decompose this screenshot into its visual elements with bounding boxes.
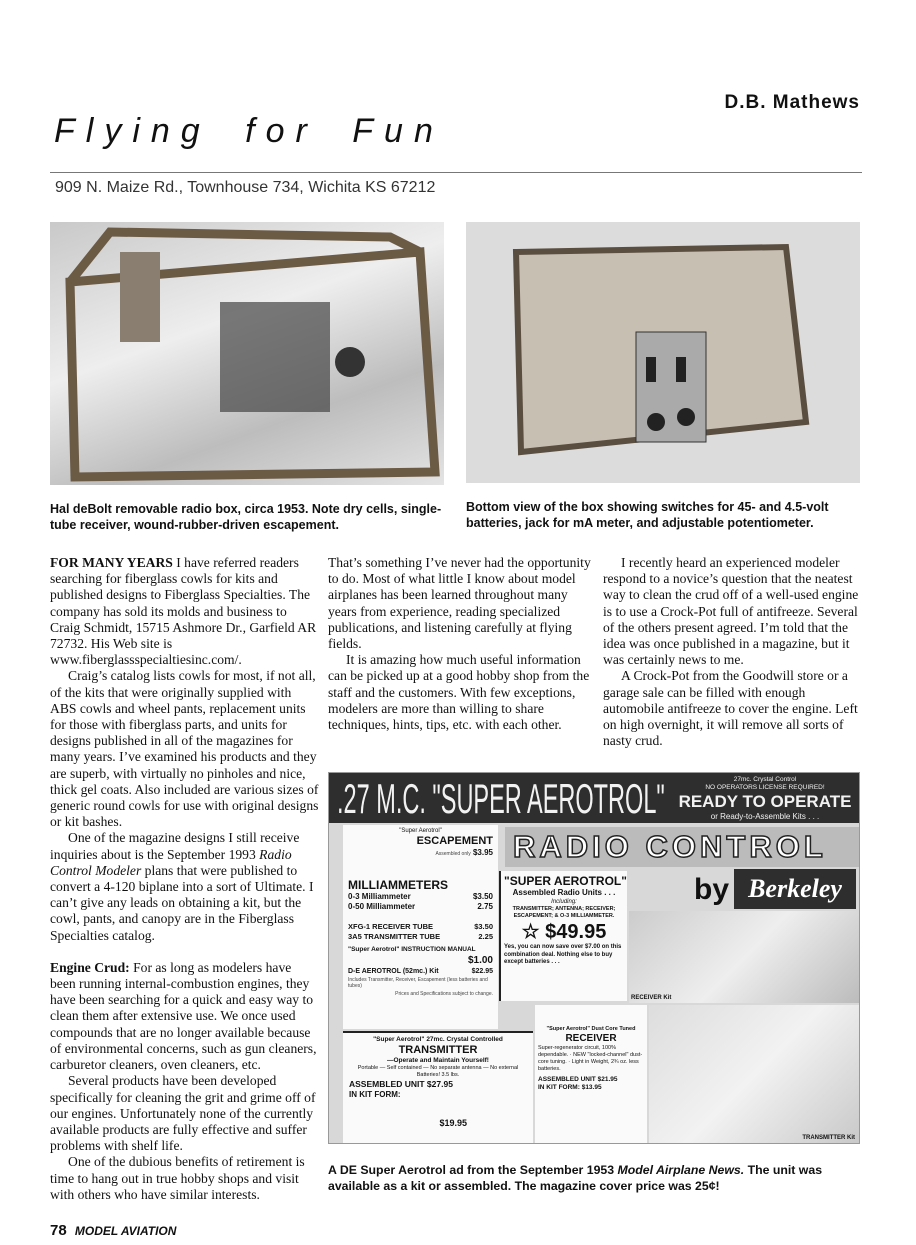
milliammeters-title: MILLIAMMETERS — [348, 878, 448, 892]
lead-in: FOR MANY YEARS — [50, 555, 173, 570]
ad-radio-control: RADIO CONTROL — [505, 827, 860, 867]
paragraph — [50, 555, 320, 668]
page-number: 78 — [50, 1222, 67, 1239]
paragraph-text: plans that were published to convert a 4-120 biplane into a sort of Ultimate. I can’t give any leads on obtaining a kit, but the cowl, pants, and canopy are in the Fiberglass Specialties catalog. — [50, 862, 314, 943]
units-price-value: $49.95 — [545, 921, 607, 943]
manual-price: $1.00 — [467, 955, 493, 966]
receiver-assembled-price: $21.95 — [597, 1076, 618, 1083]
paragraph — [50, 960, 320, 1073]
star-icon: ☆ — [521, 921, 540, 943]
prices-note: Prices and Specifications subject to change. — [395, 991, 493, 997]
escapement-title: ESCAPEMENT — [416, 835, 493, 847]
escapement-sub: "Super Aerotrol" — [399, 828, 442, 834]
receiver-assembled: ASSEMBLED UNIT — [538, 1076, 596, 1083]
ad-crystal: 27mc. Crystal Control — [733, 776, 797, 783]
units-title: "SUPER AEROTROL" — [504, 874, 627, 888]
article-column-2 — [328, 555, 596, 733]
receiver-kit-price: $13.95 — [581, 1084, 602, 1091]
ad-kits: or Ready-to-Assemble Kits . . . — [710, 812, 820, 821]
kit-note: Includes Transmitter, Receiver, Escapement (less batteries and tubes) — [348, 977, 488, 989]
transmitter-desc: Portable — Self contained — No separate antenna — No external Batteries! 3.5 lbs. — [357, 1065, 519, 1078]
escapement-price-label: Assembled only — [435, 851, 471, 857]
ad-parts-list — [343, 825, 498, 1029]
ad-transmitter-kit-photo — [649, 1005, 860, 1144]
units-price — [504, 920, 624, 944]
ad-receiver — [535, 1005, 647, 1143]
transmitter-kit-label: TRANSMITTER Kit — [802, 1135, 855, 1141]
transmitter-assembled: ASSEMBLED UNIT $27.95 — [349, 1079, 453, 1089]
units-list: TRANSMITTER; ANTENNA; RECEIVER; ESCAPEMENT; & O-3 MILLIAMMETER. — [512, 906, 616, 919]
publication-title: Radio Control Modeler — [50, 846, 292, 878]
meter-name: 0-3 Milliammeter — [348, 892, 411, 901]
article-column-3 — [603, 555, 865, 749]
receiver-title: RECEIVER — [565, 1033, 617, 1044]
meter-price: 2.75 — [477, 902, 493, 911]
ad-license: NO OPERATORS LICENSE REQUIRED! — [705, 784, 825, 791]
tube-price: 2.25 — [478, 932, 493, 941]
author-address: 909 N. Maize Rd., Townhouse 734, Wichita KS 67212 — [55, 179, 436, 196]
paragraph-text: I have referred readers searching for fiberglass cowls for kits and published designs to Fiberglass Specialties. The company has sold its molds and business to Craig Schmidt, 15715 Ashmore Dr., Garfield AR 72732. His Web site is www.fiberglassspecialtiesinc.com/. — [50, 555, 317, 668]
vintage-advertisement — [328, 772, 860, 1144]
receiver-kit: IN KIT FORM: — [538, 1084, 580, 1091]
caption-text: A DE Super Aerotrol ad from the September 1953 — [328, 1163, 618, 1177]
paragraph: A Crock-Pot from the Goodwill store or a garage sale can be filled with enough automobile antifreeze to cover the engine. Left on high overnight, it will remove all sorts of nasty crud. — [603, 668, 858, 749]
tube-price: $3.50 — [474, 922, 493, 931]
paragraph: One of the dubious benefits of retirement is time to hang out in true hobby shops and visit with others who have similar interests. — [50, 1154, 305, 1202]
ad-by: by — [694, 873, 730, 906]
meter-name: 0-50 Milliammeter — [348, 902, 416, 911]
escapement-price: $3.95 — [472, 848, 493, 857]
photo-caption-left: Hal deBolt removable radio box, circa 1953. Note dry cells, single-tube receiver, wound-rubber-driven escapement. — [50, 502, 442, 532]
units-note: Yes, you can now save over $7.00 on this combination deal. Nothing else to buy except batteries . . . — [504, 944, 622, 965]
transmitter-kit: IN KIT FORM: — [349, 1090, 401, 1099]
ad-caption — [328, 1162, 868, 1194]
ad-headline: .27 M.C. "SUPER AEROTROL" — [337, 775, 665, 822]
transmitter-sub: "Super Aerotrol" 27mc. Crystal Controlled — [373, 1036, 503, 1043]
paragraph: Craig’s catalog lists cowls for most, if not all, of the kits that were originally supplied with ABS cowls and wheel pants, replacement units for those with fiberglass parts, and units for designs published in all of the magazines for many years. I’ve examined his products and they are superb, with virtually no pinholes and nice, thick gel coats. Also included are various sizes of generic round cowls for use with original designs or kit bashes. — [50, 668, 319, 830]
tube-name: 3A5 TRANSMITTER TUBE — [348, 932, 441, 941]
meter-price: $3.50 — [472, 892, 493, 901]
author-name: D.B. Mathews — [724, 92, 860, 113]
receiver-sub: "Super Aerotrol" Dust Core Tuned — [546, 1026, 636, 1032]
paragraph: I recently heard an experienced modeler respond to a novice’s question that the neatest way to clean the crud off of a well-used engine is to use a Crock-Pot full of antifreeze. Several of the others present agreed. I’m told that the idea was once published in a magazine, but it was certainly news to me. — [603, 555, 859, 668]
magazine-name: MODEL AVIATION — [74, 1224, 177, 1238]
page-footer — [50, 1222, 176, 1240]
tube-name: XFG-1 RECEIVER TUBE — [348, 922, 434, 931]
paragraph — [50, 830, 320, 943]
caption-text: The unit was available as a kit or assembled. The magazine cover price was 25¢! — [328, 1163, 823, 1193]
ad-header-band — [329, 773, 860, 823]
article-column-1 — [50, 555, 320, 1203]
paragraph: That’s something I’ve never had the opportunity to do. Most of what little I know about model airplanes has been learned throughout many years from experience, reading specialized publications, and listening carefully at flying fields. — [328, 555, 591, 652]
paragraph-text: For as long as modelers have been running internal-combustion engines, they have been searching for a quick and easy way to clean them after extensive use. We once used compounds that are no longer available because of environmental concerns, such as gun cleaners, carburetor cleaners, oven cleaners, etc. — [50, 959, 317, 1073]
photo-box-bottom — [466, 222, 860, 483]
kit-name: D-E AEROTROL (52mc.) Kit — [348, 968, 439, 975]
manual-title: "Super Aerotrol" INSTRUCTION MANUAL — [348, 946, 476, 953]
transmitter-title: TRANSMITTER — [398, 1044, 478, 1056]
ad-ready: READY TO OPERATE — [678, 792, 852, 811]
ad-combo-offer — [499, 871, 627, 1001]
photo-caption-right: Bottom view of the box showing switches for 45- and 4.5-volt batteries, jack for mA meter, and adjustable potentiometer. — [466, 500, 829, 530]
ad-brand-logo: Berkeley — [734, 869, 856, 909]
paragraph: Several products have been developed specifically for cleaning the grit and grime off of our engines. Unfortunately none of the currently available products are fully effective and suffer problems with shelf life. — [50, 1073, 316, 1154]
transmitter-tag: —Operate and Maintain Yourself! — [387, 1057, 489, 1064]
header-divider — [50, 172, 862, 173]
paragraph: It is amazing how much useful information can be picked up at a good hobby shop from the staff and the customers. With few exceptions, modelers are more than willing to share techniques, hints, tips, etc. with each other. — [328, 652, 590, 733]
receiver-desc: Super-regenerator circuit, 100% dependable. · NEW "locked-channel" dust-core tuning. · Light in Weight, 2¾ oz. less batteries. — [538, 1045, 643, 1072]
units-including: Including: — [551, 899, 577, 905]
ad-transmitter — [343, 1031, 533, 1143]
page-title: Flying for Fun — [54, 112, 444, 150]
kit-price: $22.95 — [471, 968, 493, 975]
publication-title: Model Airplane News. — [617, 1163, 745, 1177]
receiver-kit-label: RECEIVER Kit — [631, 995, 672, 1001]
ad-parts-photo — [629, 911, 860, 1003]
transmitter-kit-price: $19.95 — [439, 1118, 467, 1128]
units-sub: Assembled Radio Units . . . — [512, 888, 616, 897]
photo-radio-box — [50, 222, 444, 485]
subhead: Engine Crud: — [50, 959, 130, 975]
paragraph-text: One of the magazine designs I still receive inquiries about is the September 1993 — [50, 830, 300, 862]
